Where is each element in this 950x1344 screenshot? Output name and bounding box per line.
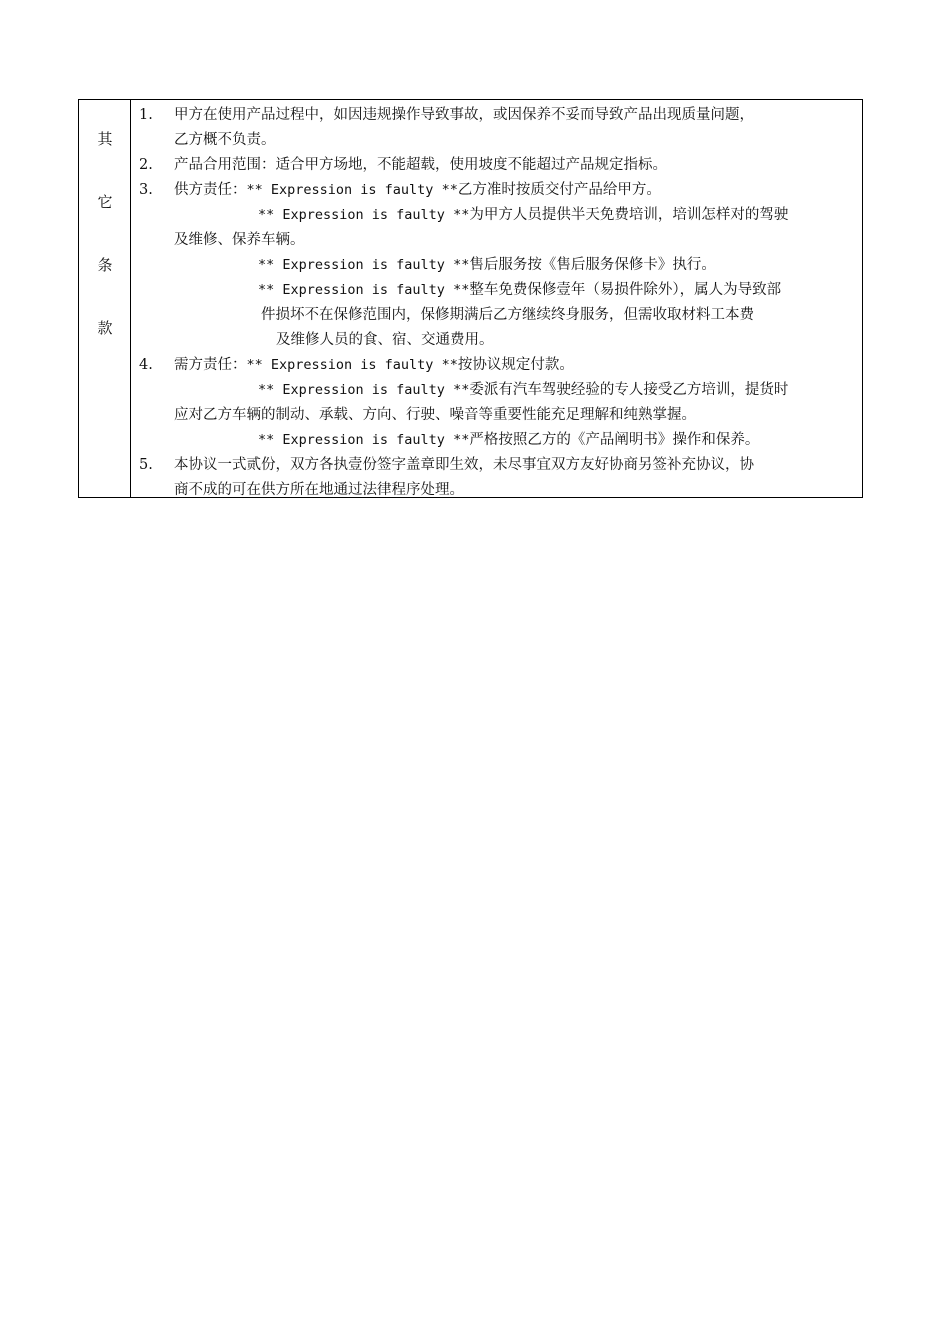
term-line: 及维修人员的食、宿、交通费用。	[276, 332, 494, 348]
term-text: 乙方准时按质交付产品给甲方。	[457, 182, 661, 198]
section-label-char: 条	[97, 256, 113, 274]
responsibility-heading: 供方责任：	[174, 182, 247, 198]
item-number: 2.	[139, 157, 153, 173]
term-line: 及维修、保养车辆。	[174, 232, 305, 248]
other-terms-table	[78, 99, 863, 498]
term-line	[258, 430, 759, 450]
term-line: 应对乙方车辆的制动、承载、方向、行驶、噪音等重要性能充足理解和纯熟掌握。	[174, 407, 696, 423]
term-text: 为甲方人员提供半天免费培训，培训怎样对的驾驶	[469, 207, 789, 223]
term-line	[258, 255, 716, 275]
section-label-char: 其	[97, 130, 113, 148]
term-line: 产品合用范围：适合甲方场地，不能超载，使用坡度不能超过产品规定指标。	[174, 157, 667, 173]
term-text: 整车免费保修壹年（易损件除外），属人为导致部	[469, 282, 782, 298]
field-error-text: ** Expression is faulty **	[246, 357, 458, 373]
item-number: 4.	[139, 357, 153, 373]
item-number: 3.	[139, 182, 153, 198]
item-number: 1.	[139, 107, 153, 123]
responsibility-heading: 需方责任：	[174, 357, 247, 373]
term-line: 甲方在使用产品过程中，如因违规操作导致事故，或因保养不妥而导致产品出现质量问题，	[174, 107, 754, 123]
field-error-text: ** Expression is faulty **	[258, 207, 470, 223]
field-error-text: ** Expression is faulty **	[246, 182, 458, 198]
section-label-cell	[79, 100, 131, 497]
terms-content-cell	[131, 100, 862, 497]
term-text: 售后服务按《售后服务保修卡》执行。	[469, 257, 716, 273]
term-line	[258, 280, 781, 300]
term-line	[258, 380, 788, 400]
field-error-text: ** Expression is faulty **	[258, 282, 470, 298]
field-error-text: ** Expression is faulty **	[258, 257, 470, 273]
term-text: 委派有汽车驾驶经验的专人接受乙方培训，提货时	[469, 382, 789, 398]
section-label-char: 款	[97, 319, 113, 337]
field-error-text: ** Expression is faulty **	[258, 382, 470, 398]
term-line: 商不成的可在供方所在地通过法律程序处理。	[174, 482, 464, 498]
term-line	[174, 180, 661, 200]
section-label-char: 它	[97, 193, 113, 211]
term-line: 本协议一式贰份，双方各执壹份签字盖章即生效，未尽事宜双方友好协商另签补充协议，协	[174, 457, 754, 473]
term-line	[258, 205, 788, 225]
term-line: 件损坏不在保修范围内，保修期满后乙方继续终身服务，但需收取材料工本费	[261, 307, 754, 323]
term-text: 按协议规定付款。	[457, 357, 574, 373]
term-text: 严格按照乙方的《产品阐明书》操作和保养。	[469, 432, 760, 448]
field-error-text: ** Expression is faulty **	[258, 432, 470, 448]
item-number: 5.	[139, 457, 153, 473]
term-line	[174, 355, 574, 375]
term-line: 乙方概不负责。	[174, 132, 276, 148]
